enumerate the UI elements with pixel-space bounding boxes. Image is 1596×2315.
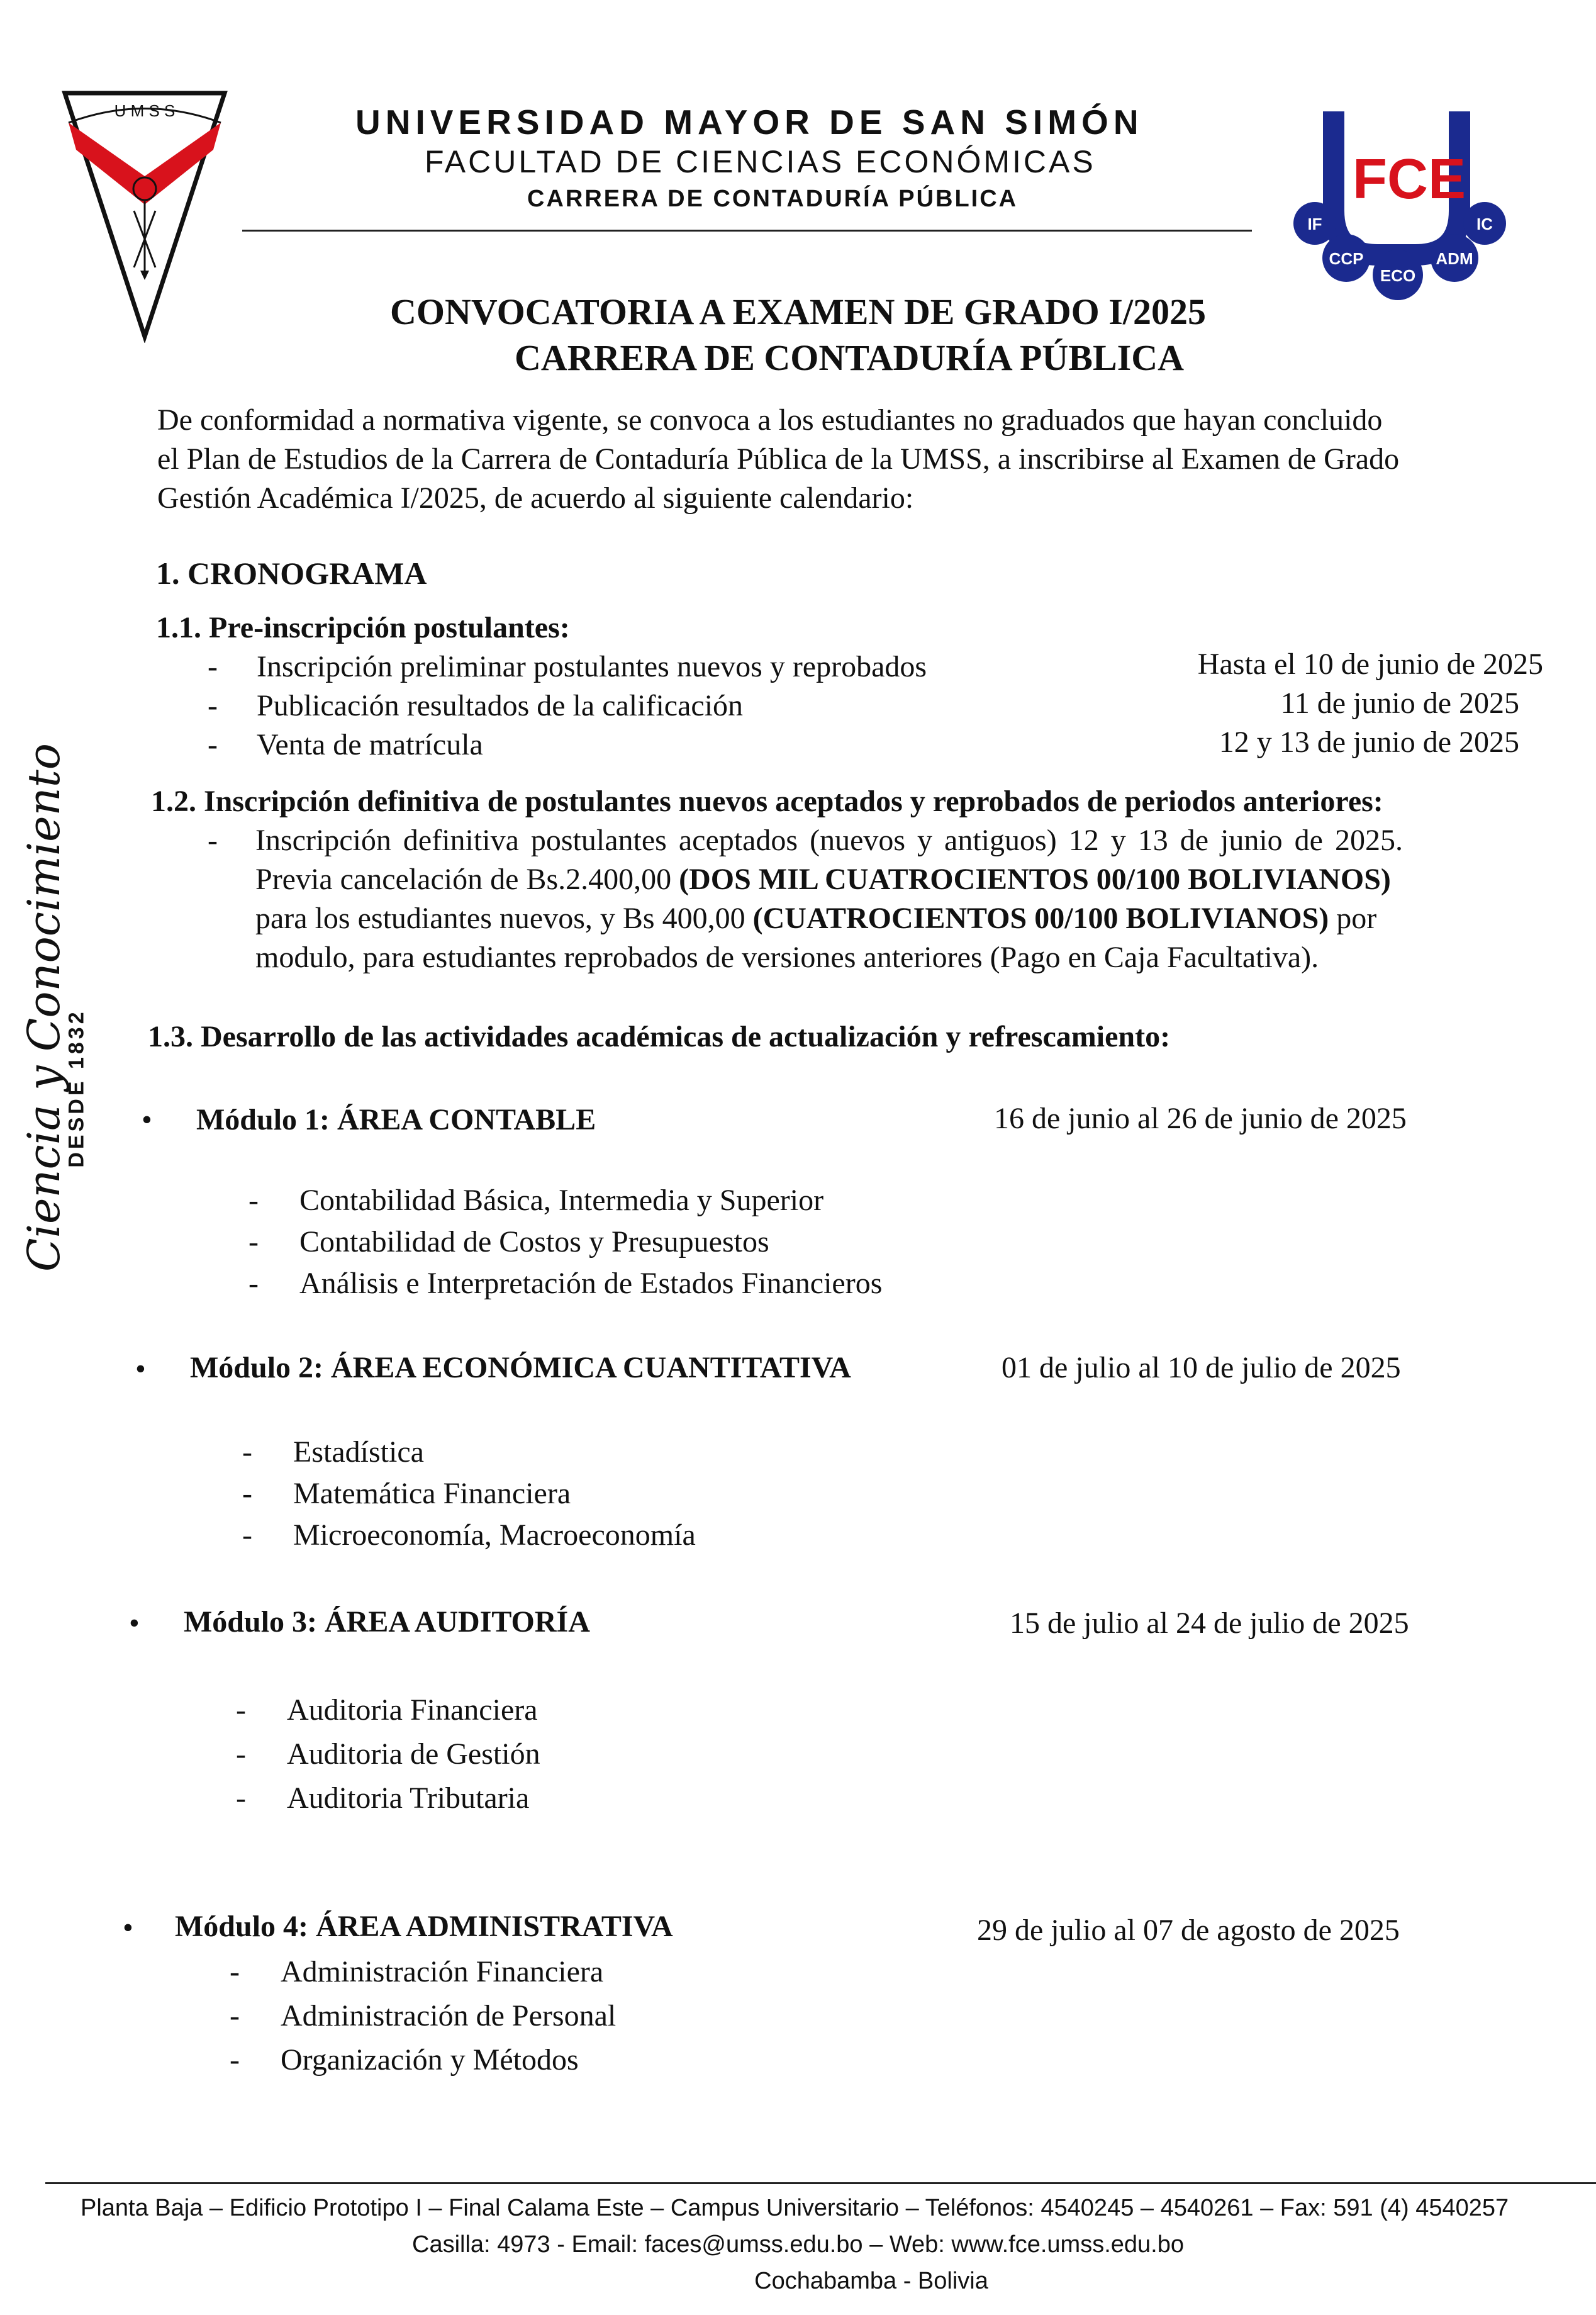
fce-badge-ccp: CCP [1329, 249, 1364, 268]
module-item-label: Auditoria Tributaria [287, 1781, 530, 1815]
fee-repeat-text: para los estudiantes nuevos, y Bs 400,00 [255, 902, 753, 935]
intro-line-3: Gestión Académica I/2025, de acuerdo al siguiente calendario: [157, 481, 914, 515]
preinscription-item-date: 11 de junio de 2025 [1280, 687, 1519, 720]
preinscription-item-label: Inscripción preliminar postulantes nuevos y reprobados [257, 650, 927, 683]
fce-side-label: UMSS [1306, 142, 1324, 201]
module-item-label: Organización y Métodos [281, 2043, 579, 2077]
fee-repeat-amount-words: (CUATROCIENTOS 00/100 BOLIVIANOS) [752, 902, 1329, 935]
module-item-label: Estadística [293, 1435, 424, 1469]
module-dates: 29 de julio al 07 de agosto de 2025 [977, 1914, 1400, 1947]
module-item-label: Análisis e Interpretación de Estados Financieros [299, 1267, 883, 1300]
module-item-label: Contabilidad de Costos y Presupuestos [299, 1225, 769, 1258]
footer-contact: Casilla: 4973 - Email: faces@umss.edu.bo – Web: www.fce.umss.edu.bo [412, 2231, 1184, 2258]
module-item: - [236, 1693, 246, 1727]
module-title: Módulo 2: ÁREA ECONÓMICA CUANTITATIVA [190, 1351, 851, 1384]
footer-rule [45, 2182, 1596, 2184]
document-title: CONVOCATORIA A EXAMEN DE GRADO I/2025 [390, 291, 1206, 332]
fce-badge-if: IF [1307, 215, 1322, 233]
fce-badge-eco: ECO [1380, 266, 1416, 285]
module-item: - [242, 1477, 252, 1510]
subsection-1-1-heading: 1.1. Pre-inscripción postulantes: [156, 611, 570, 644]
module-bullet: • [142, 1103, 152, 1136]
module-item: - [248, 1267, 259, 1300]
fee-new-amount-words: (DOS MIL CUATROCIENTOS 00/100 BOLIVIANOS) [679, 863, 1391, 896]
module-item: - [242, 1435, 252, 1469]
subsection-1-3-heading: 1.3. Desarrollo de las actividades académicas de actualización y refrescamiento: [148, 1020, 1171, 1053]
module-item: - [242, 1518, 252, 1552]
module-bullet: • [123, 1911, 133, 1944]
module-item: - [230, 1999, 240, 2032]
module-title: Módulo 1: ÁREA CONTABLE [196, 1103, 596, 1136]
definitive-line-2 [255, 862, 1391, 897]
fee-new-text: Previa cancelación de Bs.2.400,00 [255, 863, 679, 896]
footer-address: Planta Baja – Edificio Prototipo I – Final Calama Este – Campus Universitario – Teléfonos: 4540245 – 4540261 – Fax: 591 (4) 4540257 [81, 2195, 1509, 2221]
side-since: DESDE 1832 [64, 1009, 89, 1168]
module-item-label: Administración Financiera [281, 1955, 604, 1988]
module-item: - [230, 2043, 240, 2077]
module-item-label: Microeconomía, Macroeconomía [293, 1518, 696, 1552]
module-dates: 15 de julio al 24 de julio de 2025 [1010, 1606, 1409, 1640]
definitive-line-4: modulo, para estudiantes reprobados de versiones anteriores (Pago en Caja Facultativa). [255, 941, 1319, 974]
fce-main-label: FCE [1353, 148, 1466, 211]
definitive-line-3 [255, 901, 1376, 936]
university-name: UNIVERSIDAD MAYOR DE SAN SIMÓN [355, 103, 1144, 142]
career-name: CARRERA DE CONTADURÍA PÚBLICA [527, 186, 1018, 212]
footer-city: Cochabamba - Bolivia [754, 2268, 988, 2294]
module-bullet: • [135, 1352, 146, 1386]
fce-badge-ic: IC [1476, 215, 1493, 233]
intro-line-1: De conformidad a normativa vigente, se convoca a los estudiantes no graduados que hayan concluido [157, 403, 1383, 437]
subsection-1-2-heading: 1.2. Inscripción definitiva de postulantes nuevos aceptados y reprobados de periodos anteriores: [151, 785, 1383, 818]
module-bullet: • [129, 1606, 140, 1640]
module-item-label: Matemática Financiera [293, 1477, 571, 1510]
module-item: - [248, 1184, 259, 1217]
module-dates: 01 de julio al 10 de julio de 2025 [1002, 1351, 1401, 1384]
preinscription-item: - [208, 650, 218, 683]
module-item: - [236, 1737, 246, 1771]
module-title: Módulo 3: ÁREA AUDITORÍA [184, 1605, 590, 1639]
module-item: - [248, 1225, 259, 1258]
fee-repeat-suffix: por [1329, 902, 1377, 935]
fce-logo [1290, 104, 1516, 305]
definitive-dash: - [208, 824, 218, 857]
module-dates: 16 de junio al 26 de junio de 2025 [994, 1102, 1407, 1135]
intro-line-2: el Plan de Estudios de la Carrera de Contaduría Pública de la UMSS, a inscribirse al Examen de Grado [157, 442, 1400, 476]
preinscription-item-date: 12 y 13 de junio de 2025 [1219, 726, 1519, 759]
section-heading: 1. CRONOGRAMA [156, 556, 427, 591]
module-item-label: Administración de Personal [281, 1999, 617, 2032]
preinscription-item-label: Publicación resultados de la calificación [257, 689, 744, 722]
preinscription-item-date: Hasta el 10 de junio de 2025 [1197, 647, 1543, 681]
document-subtitle: CARRERA DE CONTADURÍA PÚBLICA [515, 337, 1184, 378]
definitive-line-1: Inscripción definitiva postulantes aceptados (nuevos y antiguos) 12 y 13 de junio de 2025. [255, 824, 1403, 857]
module-item-label: Contabilidad Básica, Intermedia y Superior [299, 1184, 824, 1217]
faculty-name: FACULTAD DE CIENCIAS ECONÓMICAS [425, 144, 1096, 179]
preinscription-item: - [208, 689, 218, 722]
module-item: - [236, 1781, 246, 1815]
fce-badge-adm: ADM [1436, 249, 1473, 268]
umss-logo-label: U M S S [114, 101, 176, 120]
module-item-label: Auditoria de Gestión [287, 1737, 540, 1771]
module-item: - [230, 1955, 240, 1988]
preinscription-item: - [208, 728, 218, 761]
module-title: Módulo 4: ÁREA ADMINISTRATIVA [175, 1910, 673, 1943]
header-rule [242, 230, 1252, 232]
side-motto: Ciencia y Conocimiento [18, 743, 70, 1272]
module-item-label: Auditoria Financiera [287, 1693, 538, 1727]
preinscription-item-label: Venta de matrícula [257, 728, 483, 761]
